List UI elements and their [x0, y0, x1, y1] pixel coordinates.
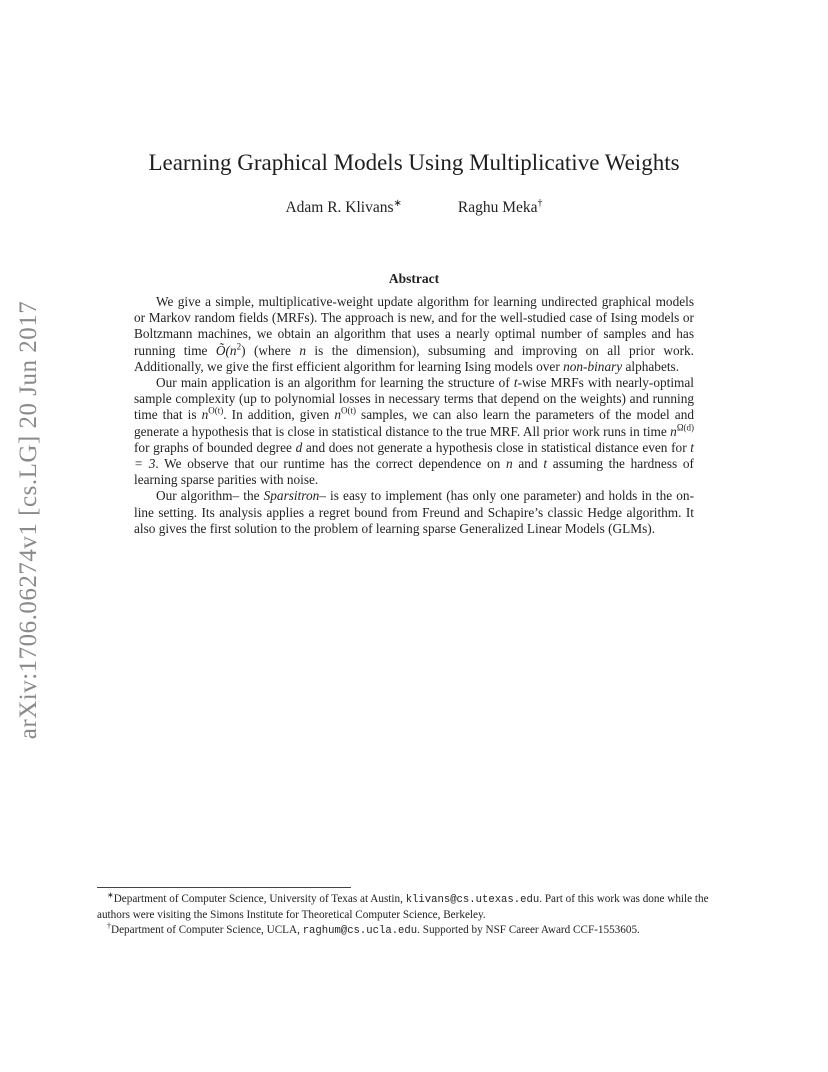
email-link[interactable]: klivans@cs.utexas.edu [405, 894, 540, 906]
footnote-mark: † [107, 921, 111, 931]
abstract-body [134, 294, 694, 537]
abstract-paragraph [134, 375, 694, 488]
email-link[interactable]: raghum@cs.ucla.edu [302, 925, 418, 937]
text-run: We give a simple, multiplicative-weight update algorithm for learning undirected graphical models or Markov random fields (MRFs). The approach is new, and for the well-studied case of Ising models or Boltzmann machines, we obtain an algorithm that uses a nearly optimal number of samples and has running time [134, 294, 694, 358]
text-run: assuming the hardness of learning sparse parities with noise. [134, 456, 694, 488]
footnote-divider [97, 887, 351, 888]
abstract-paragraph [134, 488, 694, 537]
footnote [97, 923, 733, 939]
text-run: ) (where [241, 342, 300, 358]
text-run: is the dimension), subsuming and improving on all prior work. Additionally, we give the first efficient algorithm for learning Ising models over [134, 342, 694, 374]
math-superscript: O(t) [208, 406, 224, 416]
math-inline: n [299, 342, 306, 358]
math-inline: t = 3 [134, 439, 694, 472]
footnote-mark: ∗ [107, 890, 114, 900]
math-inline: n [334, 407, 341, 423]
footnotes [97, 892, 733, 939]
math-inline: t [543, 456, 548, 472]
text-run: and does not generate a hypothesis close in statistical distance even for [302, 439, 691, 455]
author [458, 198, 543, 217]
math-superscript: O(t) [340, 406, 356, 416]
text-run: alphabets. [622, 358, 680, 374]
abstract-paragraph [134, 294, 694, 375]
math-inline: n [506, 456, 513, 472]
author-footnote-mark[interactable]: † [537, 198, 543, 209]
math-inline: t [513, 375, 518, 391]
text-run: Our main application is an algorithm for learning the structure of [156, 375, 514, 391]
text-run: -wise MRFs with nearly-optimal sample complexity (up to polynomial losses in necessary terms that depend on the weights) and running time that is [134, 375, 694, 423]
arxiv-stamp [9, 285, 49, 755]
text-run: samples, we can also learn the parameters of the model and generate a hypothesis that is close in statistical distance to the true MRF. All prior work runs in time [134, 407, 694, 439]
math-superscript: Ω(d) [676, 422, 694, 433]
text-run: Department of Computer Science, UCLA, [111, 924, 303, 936]
text-run: . We observe that our runtime has the correct dependence on [155, 456, 507, 472]
footnote [97, 892, 733, 923]
text-run: and [512, 456, 544, 472]
arxiv-identifier: arXiv:1706.06274v1 [cs.LG] 20 Jun 2017 [15, 300, 42, 740]
emphasis: Sparsitron [263, 488, 320, 504]
math-inline: d [295, 439, 303, 455]
text-run: – is easy to implement (has only one parameter) and holds in the on-line setting. Its analysis applies a regret bound from Freund and Schapire’s classic Hedge algorithm. It also gives the first solution to the problem of learning sparse Generalized Linear Models (GLMs). [134, 488, 695, 536]
abstract-heading: Abstract [388, 271, 440, 286]
text-run: . Supported by NSF Career Award CCF-1553605. [417, 924, 640, 936]
text-run: for graphs of bounded degree [134, 439, 296, 455]
math-inline: n [201, 407, 209, 423]
emphasis: non-binary [563, 358, 623, 374]
math-inline: n [670, 423, 677, 439]
math-inline: Õ(n [215, 342, 237, 358]
author [285, 198, 401, 217]
author-footnote-mark[interactable]: ∗ [393, 198, 402, 209]
text-run: Department of Computer Science, University of Texas at Austin, [113, 893, 406, 905]
text-run: . Part of this work was done while the authors were visiting the Simons Institute for Theoretical Computer Science, Berkeley. [97, 893, 709, 921]
author-name: Adam R. Klivans [285, 199, 394, 217]
text-run: . In addition, given [223, 407, 335, 423]
paper-title: Learning Graphical Models Using Multiplicative Weights [148, 150, 680, 175]
author-list [0, 198, 828, 217]
math-superscript: 2 [236, 341, 242, 352]
author-name: Raghu Meka [457, 199, 538, 217]
text-run: Our algorithm– the [156, 488, 264, 504]
